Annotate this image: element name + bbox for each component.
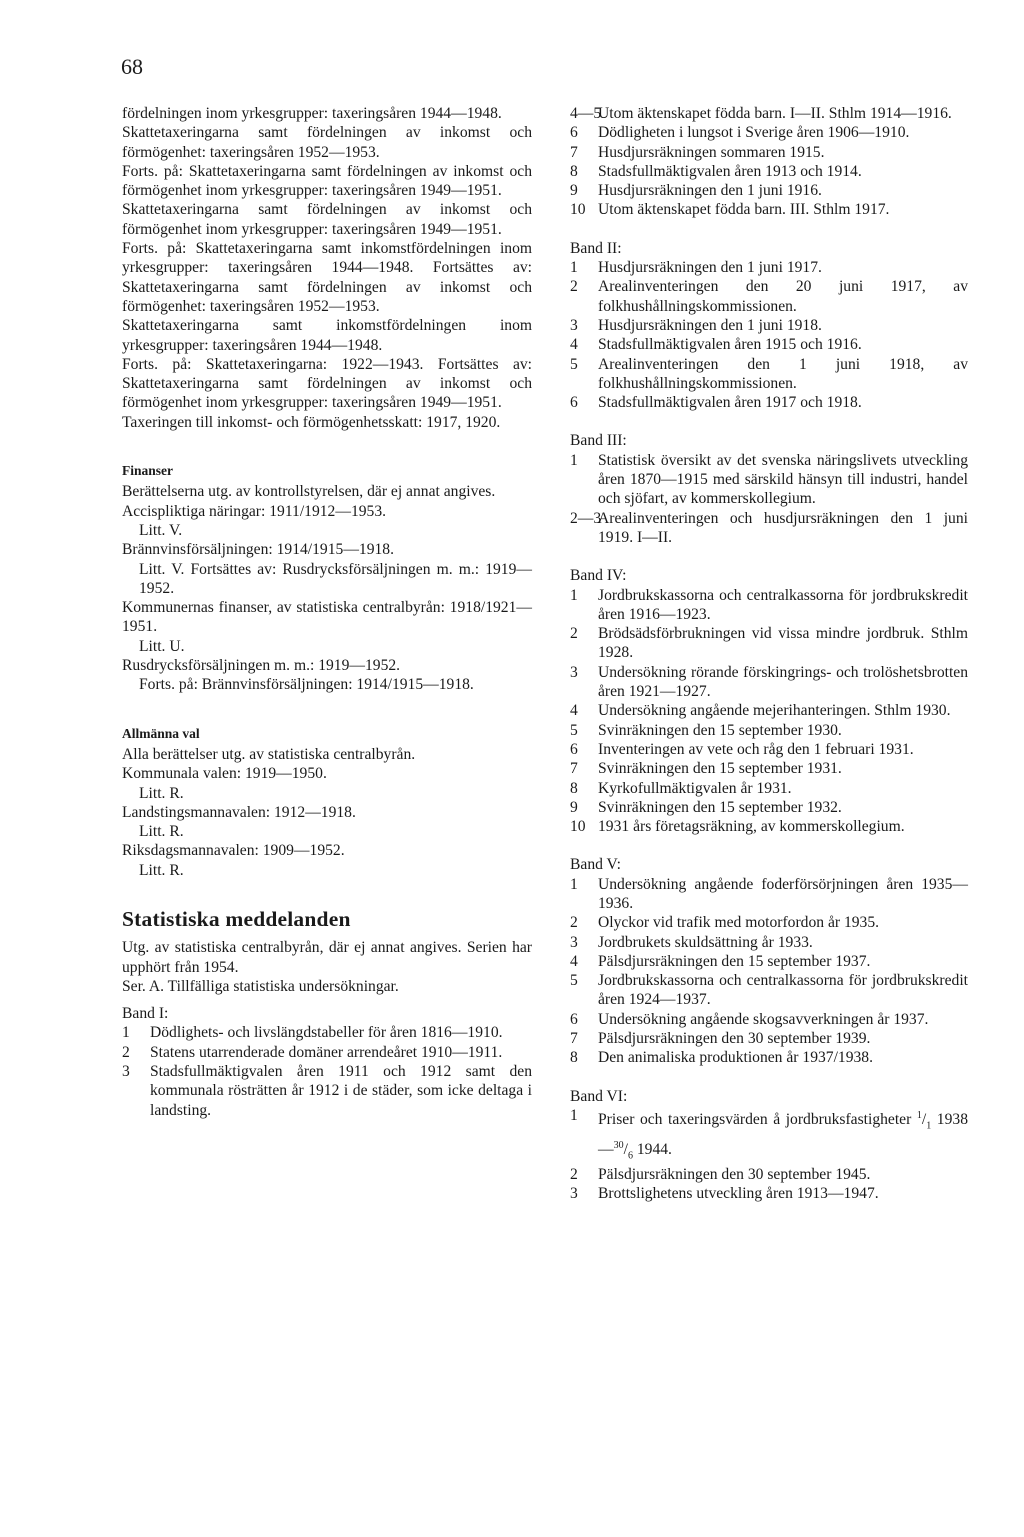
- finanser-entry: Berättelserna utg. av kontrollstyrelsen, där ej annat angives.: [122, 483, 496, 501]
- item-text: Dödlighets- och livslängdstabeller för åren 1816—1910.: [150, 1024, 503, 1042]
- item-text: Kyrkofullmäktigvalen år 1931.: [598, 779, 792, 797]
- band-6-list: [570, 1165, 968, 1204]
- band-2-list: [570, 258, 968, 412]
- item-number: 1: [122, 1024, 130, 1042]
- item-text: Dödligheten i lungsot i Sverige åren 1906—1910.: [598, 124, 910, 142]
- right-column: [570, 104, 968, 1204]
- val-entry-litt: Litt. R.: [139, 784, 184, 802]
- item-text: Arealinventeringen den 20 juni 1917, av folkhushållningskommissionen.: [598, 278, 968, 315]
- item-text: Svinräkningen den 15 september 1932.: [598, 798, 842, 816]
- item-number: 2: [570, 1166, 578, 1184]
- item-number: 8: [570, 1049, 578, 1067]
- section-heading-statistiska-meddelanden: Statistiska meddelanden: [122, 906, 351, 931]
- item-text: Svinräkningen den 15 september 1931.: [598, 760, 842, 778]
- item-number: 4—5: [570, 105, 602, 122]
- item-text: Statistisk översikt av det svenska näringslivets utveckling åren 1870—1915 med särskild hänsyn till industri, handel och sjöfart, av kommerskollegium.: [598, 451, 968, 508]
- taxation-paragraph: Skattetaxeringarna samt inkomstfördelningen inom yrkesgrupper: taxeringsåren 1944—1948.: [122, 317, 532, 354]
- val-entry-litt: Litt. R.: [139, 823, 184, 841]
- list-item: [570, 721, 968, 740]
- list-item: [570, 875, 968, 914]
- item-number: 4: [570, 702, 578, 720]
- list-item: [570, 1010, 968, 1029]
- list-item: [570, 952, 968, 971]
- item-number: 10: [570, 201, 586, 219]
- band-label: Band II:: [570, 239, 622, 257]
- finanser-entry: Accispliktiga näringar: 1911/1912—1953.: [122, 502, 387, 520]
- meddelanden-intro: Utg. av statistiska centralbyrån, där ej annat angives. Serien har upphört från 1954.: [122, 939, 532, 976]
- taxation-paragraph: Forts. på: Skattetaxeringarna samt inkomstfördelningen inom yrkesgrupper: taxeringsåren 1944—1948. Fortsättes av: Skattetaxeringarna samt fördelningen av inkomst och förmögenhet: taxeringsåren 1952—1953.: [122, 240, 532, 315]
- band-label: Band IV:: [570, 567, 627, 585]
- item-text: Pälsdjursräkningen den 15 september 1937.: [598, 952, 871, 970]
- list-item: [570, 798, 968, 817]
- item-number: 1: [570, 259, 578, 277]
- list-item: [570, 663, 968, 702]
- item-text: Brödsädsförbrukningen vid vissa mindre jordbruk. Sthlm 1928.: [598, 625, 968, 662]
- taxation-paragraph: Skattetaxeringarna samt fördelningen av inkomst och förmögenhet: taxeringsåren 1952—1953.: [122, 124, 532, 161]
- item-text: Brottslighetens utveckling åren 1913—1947.: [598, 1185, 879, 1203]
- item-text: Olyckor vid trafik med motorfordon år 1935.: [598, 914, 880, 932]
- item-number: 3: [122, 1063, 130, 1081]
- list-item: [570, 393, 968, 412]
- list-item: [570, 123, 968, 142]
- item-text-part: 1944.: [636, 1140, 672, 1158]
- item-text: Husdjursräkningen den 1 juni 1917.: [598, 259, 822, 277]
- item-text: Stadsfullmäktigvalen åren 1913 och 1914.: [598, 162, 862, 180]
- item-text: 1931 års företagsräkning, av kommerskollegium.: [598, 818, 905, 836]
- item-number: 3: [570, 316, 578, 334]
- list-item: [570, 586, 968, 625]
- item-number: 9: [570, 182, 578, 200]
- item-text: Inventeringen av vete och råg den 1 februari 1931.: [598, 740, 914, 758]
- item-number: 7: [570, 1030, 578, 1048]
- val-entry-litt: Litt. R.: [139, 861, 184, 879]
- item-text: Husdjursräkningen den 1 juni 1916.: [598, 182, 822, 200]
- finanser-entry: Kommunernas finanser, av statistiska centralbyrån: 1918/1921—1951.: [122, 599, 532, 636]
- item-text: Undersökning rörande förskingrings- och trolöshetsbrotten åren 1921—1927.: [598, 663, 968, 701]
- item-number: 10: [570, 818, 586, 836]
- item-number: 1: [570, 875, 578, 893]
- list-item: [570, 1106, 968, 1165]
- item-text: Pälsdjursräkningen den 30 september 1939.: [598, 1030, 871, 1048]
- item-text: Undersökning angående skogsavverkningen år 1937.: [598, 1010, 929, 1028]
- item-text: Husdjursräkningen den 1 juni 1918.: [598, 316, 822, 334]
- section-heading-finanser: Finanser: [122, 463, 174, 479]
- item-number: 1: [570, 1106, 578, 1124]
- item-number: 2: [570, 625, 578, 643]
- item-number: 5: [570, 721, 578, 739]
- item-text: Statens utarrenderade domäner arrendeåret 1910—1911.: [150, 1043, 503, 1061]
- band-5-list: [570, 875, 968, 1068]
- item-text: Svinräkningen den 15 september 1930.: [598, 721, 842, 739]
- band-label: Band V:: [570, 856, 621, 874]
- band-label: Band III:: [570, 432, 627, 450]
- val-entry: Landstingsmannavalen: 1912—1918.: [122, 803, 356, 821]
- item-number: 2: [122, 1043, 130, 1061]
- item-number: 2: [570, 914, 578, 932]
- list-item: [570, 1184, 968, 1203]
- page-number: 68: [121, 54, 143, 79]
- item-text: Utom äktenskapet födda barn. III. Sthlm 1917.: [598, 201, 890, 219]
- left-column: [122, 104, 532, 1120]
- finanser-entry: Brännvinsförsäljningen: 1914/1915—1918.: [122, 541, 394, 559]
- list-item: [122, 1023, 532, 1042]
- list-item: [570, 258, 968, 277]
- item-text-part: 1938—: [598, 1111, 968, 1158]
- item-number: 1: [570, 586, 578, 604]
- item-number: 9: [570, 798, 578, 816]
- item-text: Pälsdjursräkningen den 30 september 1945.: [598, 1166, 871, 1184]
- item-number: 7: [570, 760, 578, 778]
- list-item: [122, 1062, 532, 1120]
- fraction-denominator: 1: [926, 1120, 932, 1132]
- finanser-entry-litt: Litt. V. Fortsättes av: Rusdrycksförsäljningen m. m.: 1919—1952.: [139, 560, 532, 597]
- item-number: 7: [570, 143, 578, 161]
- item-text: Priser och taxeringsvärden å jordbruksfastigheter $^1/_1$ $1938—^{30}/_6$ 1944.: [598, 1109, 968, 1161]
- band-4-list: [570, 586, 968, 837]
- item-number: 6: [570, 740, 578, 758]
- list-item: [570, 971, 968, 1010]
- fraction-numerator: 30: [613, 1139, 624, 1151]
- band-3-list: [570, 451, 968, 547]
- item-number: 6: [570, 394, 578, 412]
- list-item: [570, 277, 968, 316]
- item-number: 6: [570, 124, 578, 142]
- item-number: 3: [570, 933, 578, 951]
- finanser-entry-litt: Litt. U.: [139, 637, 185, 655]
- item-number: 4: [570, 952, 578, 970]
- item-number: 2—3: [570, 509, 602, 527]
- item-number: 8: [570, 779, 578, 797]
- item-text: Stadsfullmäktigvalen åren 1915 och 1916.: [598, 336, 862, 354]
- list-item: [570, 104, 968, 123]
- taxation-paragraph: Skattetaxeringarna samt fördelningen av inkomst och förmögenhet inom yrkesgrupper: taxeringsåren 1949—1951.: [122, 201, 532, 238]
- val-entry: Riksdagsmannavalen: 1909—1952.: [122, 842, 345, 860]
- item-number: 5: [570, 355, 578, 373]
- item-text: Utom äktenskapet födda barn. I—II. Sthlm 1914—1916.: [598, 105, 952, 122]
- item-number: 5: [570, 972, 578, 990]
- taxation-paragraph: Taxeringen till inkomst- och förmögenhetsskatt: 1917, 1920.: [122, 413, 501, 431]
- item-number: 1: [570, 451, 578, 469]
- list-item: [570, 200, 968, 219]
- list-item: [570, 1165, 968, 1184]
- item-text: Undersökning angående foderförsörjningen åren 1935—1936.: [598, 875, 968, 912]
- list-item: [570, 624, 968, 663]
- item-number: 3: [570, 663, 578, 681]
- item-text: Jordbrukets skuldsättning år 1933.: [598, 933, 813, 951]
- list-item: [570, 355, 968, 394]
- item-text: Arealinventeringen den 1 juni 1918, av folkhushållningskommissionen.: [598, 355, 968, 392]
- val-entry: Alla berättelser utg. av statistiska centralbyrån.: [122, 745, 416, 763]
- list-item: [570, 817, 968, 836]
- item-number: 6: [570, 1010, 578, 1028]
- list-item: [570, 335, 968, 354]
- fraction-numerator: 1: [916, 1109, 922, 1121]
- item-text-part: Priser och taxeringsvärden å jordbruksfastigheter: [598, 1111, 912, 1129]
- item-text: Undersökning angående mejerihanteringen. Sthlm 1930.: [598, 702, 951, 720]
- fraction-denominator: 6: [627, 1149, 633, 1161]
- item-text: Stadsfullmäktigvalen åren 1911 och 1912 samt den kommunala rösträtten år 1912 i de städer, som icke deltaga i landsting.: [150, 1063, 532, 1119]
- list-item: [570, 779, 968, 798]
- list-item: [570, 933, 968, 952]
- list-item: [122, 1043, 532, 1062]
- taxation-paragraph: fördelningen inom yrkesgrupper: taxeringsåren 1944—1948.: [122, 105, 502, 122]
- list-item: [570, 701, 968, 720]
- taxation-paragraph: Forts. på: Skattetaxeringarna: 1922—1943. Fortsättes av: Skattetaxeringarna samt fördelningen av inkomst och förmögenhet inom yrkesgrupper: taxeringsåren 1949—1951.: [122, 355, 532, 412]
- list-item: [570, 181, 968, 200]
- item-text: Arealinventeringen och husdjursräkningen den 1 juni 1919. I—II.: [598, 509, 968, 546]
- list-item: [570, 1048, 968, 1067]
- meddelanden-series: Ser. A. Tillfälliga statistiska undersökningar.: [122, 977, 399, 995]
- list-item: [570, 316, 968, 335]
- item-number: 4: [570, 336, 578, 354]
- list-item: [570, 143, 968, 162]
- list-item: [570, 759, 968, 778]
- list-item: [570, 509, 968, 548]
- band-label: Band VI:: [570, 1087, 628, 1105]
- taxation-paragraph: Forts. på: Skattetaxeringarna samt fördelningen av inkomst och förmögenhet inom yrkesgrupper: taxeringsåren 1949—1951.: [122, 162, 532, 200]
- finanser-entry-litt: Litt. V.: [139, 521, 183, 539]
- item-number: 3: [570, 1185, 578, 1203]
- list-item: [570, 162, 968, 181]
- val-entry: Kommunala valen: 1919—1950.: [122, 765, 327, 783]
- list-item: [570, 740, 968, 759]
- section-heading-allmanna-val: Allmänna val: [122, 725, 200, 741]
- finanser-entry: Rusdrycksförsäljningen m. m.: 1919—1952.: [122, 657, 401, 675]
- finanser-entry-forts: Forts. på: Brännvinsförsäljningen: 1914/1915—1918.: [139, 676, 474, 694]
- item-text: Jordbrukskassorna och centralkassorna för jordbrukskredit åren 1924—1937.: [598, 972, 968, 1009]
- item-number: 2: [570, 278, 578, 296]
- item-text: Jordbrukskassorna och centralkassorna för jordbrukskredit åren 1916—1923.: [598, 586, 968, 623]
- item-text: Stadsfullmäktigvalen åren 1917 och 1918.: [598, 394, 862, 412]
- band-label: Band I:: [122, 1005, 169, 1023]
- list-item: [570, 1029, 968, 1048]
- list-item: [570, 913, 968, 932]
- item-number: 8: [570, 162, 578, 180]
- item-text: Husdjursräkningen sommaren 1915.: [598, 143, 825, 161]
- list-item: [570, 451, 968, 509]
- item-text: Den animaliska produktionen år 1937/1938.: [598, 1049, 873, 1067]
